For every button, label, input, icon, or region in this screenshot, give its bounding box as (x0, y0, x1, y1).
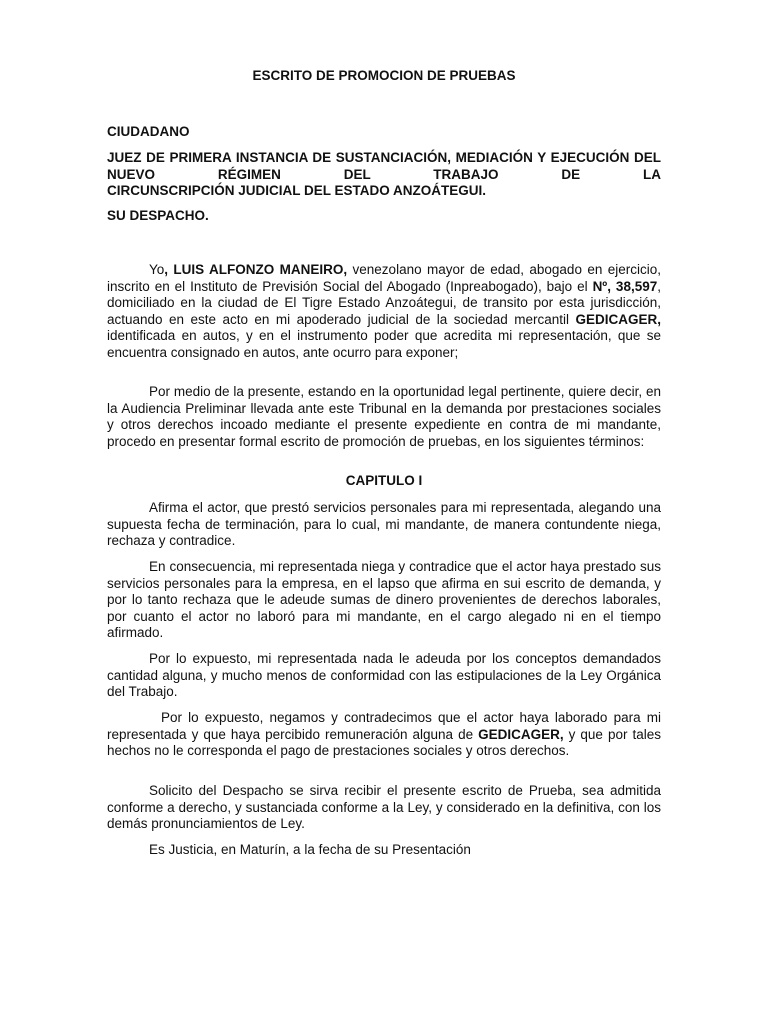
expuesto-2-text-1: Por lo expuesto, negamos y contradecimos que el actor haya laborado para mi representada y que haya percibido remuneración alguna de (107, 710, 661, 742)
intro-text-1: venezolano mayor de edad, abogado en ejercicio, inscrito en el Instituto de Previsión Social del Abogado (Inpreabogado), bajo el (107, 262, 661, 294)
company-name-2: GEDICAGER, (478, 726, 564, 742)
salutation: CIUDADANO (107, 124, 190, 139)
chapter-heading: CAPITULO I (345, 473, 423, 488)
expuesto-2-text-2: y que por tales hechos no le corresponda el pago de prestaciones sociales y otros derechos. (107, 726, 661, 758)
judge-line-2: CIRCUNSCRIPCIÓN JUDICIAL DEL ESTADO ANZOÁTEGUI. (107, 183, 487, 198)
consecuencia-paragraph: En consecuencia, mi representada niega y contradice que el actor haya prestado sus servicios personales para la empresa, en el lapso que afirma en sui escrito de demanda, y por lo tanto rechaza que le adeude sumas de dinero provenientes de derechos laborales, por cuanto el actor no laboró para mi mandante, en el cargo alegado ni en el tiempo afirmado. (107, 559, 661, 640)
document-title: ESCRITO DE PROMOCION DE PRUEBAS (252, 68, 516, 83)
intro-paragraph (107, 262, 661, 361)
intro-yo: Yo (149, 262, 165, 277)
company-name: GEDICAGER, (575, 311, 661, 327)
attorney-name: , LUIS ALFONZO MANEIRO, (164, 262, 348, 277)
registration-number: Nº, 38,597 (592, 278, 658, 294)
afirma-paragraph: Afirma el actor, que prestó servicios personales para mi representada, alegando una supuesta fecha de terminación, para lo cual, mi mandante, de manera contundente niega, rechaza y contradice. (107, 500, 661, 548)
office-line: SU DESPACHO. (107, 208, 209, 223)
intro-text-2: , domiciliado en la ciudad de El Tigre Estado Anzoátegui, de transito por esta jurisdicción, actuando en este acto en mi apoderado judicial de la sociedad mercantil (107, 278, 661, 327)
intro-text-3: identificada en autos, y en el instrumento poder que acredita mi representación, que se encuentra consignado en autos, ante ocurro para exponer; (107, 328, 661, 360)
judge-designation (107, 150, 661, 200)
judge-line-1: JUEZ DE PRIMERA INSTANCIA DE SUSTANCIACIÓN, MEDIACIÓN Y EJECUCIÓN DEL NUEVO RÉGIMEN DEL TRABAJO DE LA (107, 150, 661, 182)
preliminar-paragraph: Por medio de la presente, estando en la oportunidad legal pertinente, quiere decir, en la Audiencia Preliminar llevada ante este Tribunal en la demanda por prestaciones sociales y otros derechos incoado mediante el presente expediente en contra de mi mandante, procedo en presentar formal escrito de promoción de pruebas, en los siguientes términos: (107, 384, 661, 449)
expuesto-paragraph-2 (107, 710, 661, 760)
closing-line: Es Justicia, en Maturín, a la fecha de su Presentación (149, 842, 471, 857)
expuesto-paragraph-1: Por lo expuesto, mi representada nada le adeuda por los conceptos demandados cantidad alguna, y mucho menos de conformidad con las estipulaciones de la Ley Orgánica del Trabajo. (107, 651, 661, 699)
solicito-paragraph: Solicito del Despacho se sirva recibir el presente escrito de Prueba, sea admitida conforme a derecho, y sustanciada conforme a la Ley, y considerado en la definitiva, con los demás pronunciamientos de Ley. (107, 783, 661, 831)
